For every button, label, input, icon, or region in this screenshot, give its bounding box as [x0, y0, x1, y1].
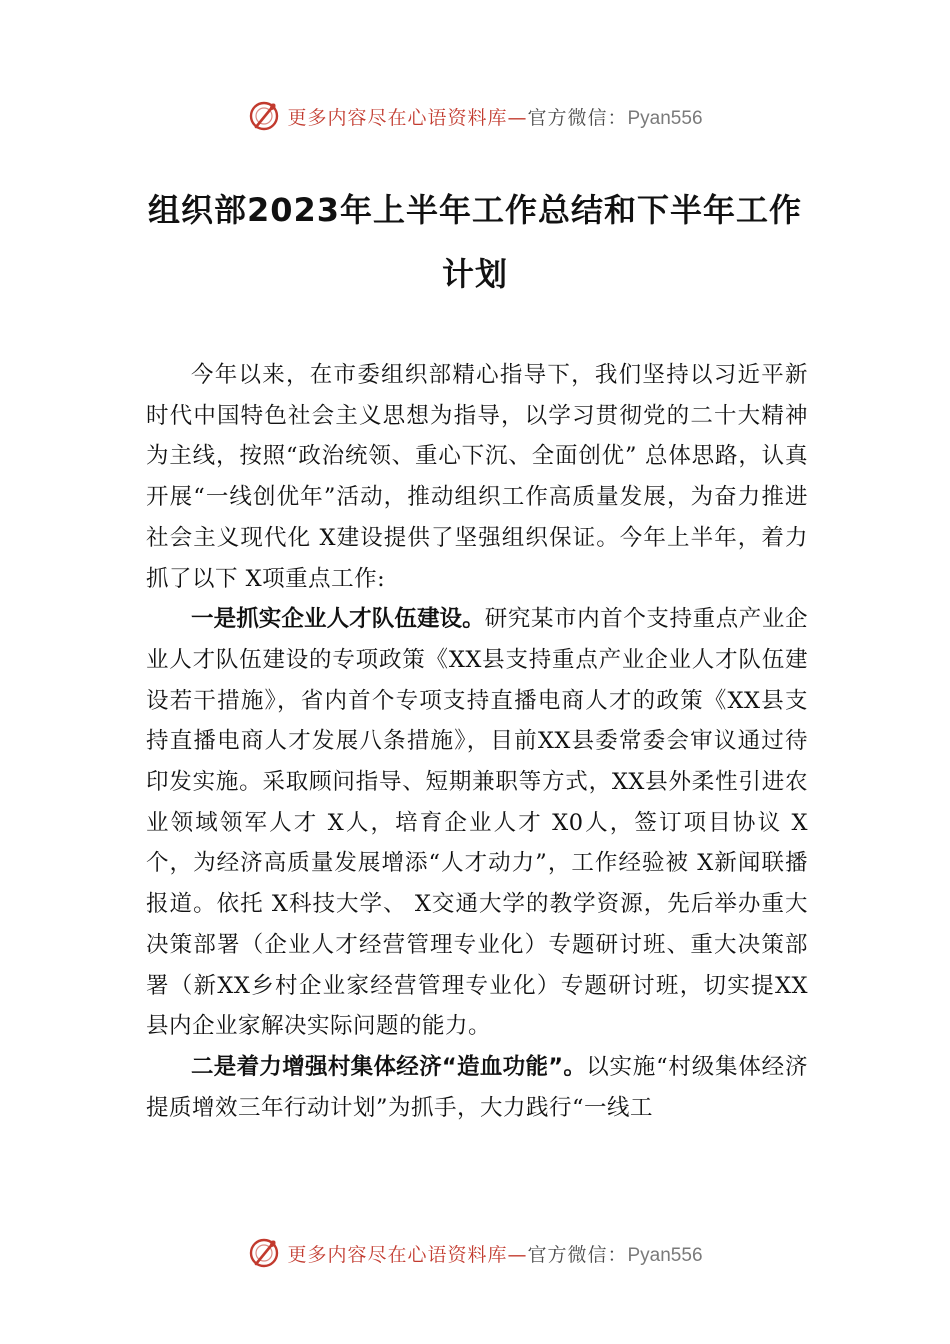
watermark-separator: — [507, 1243, 528, 1266]
watermark-text [287, 103, 702, 130]
paragraph-lead: 二是着力增强村集体经济“造血功能”。 [191, 1053, 587, 1080]
paragraph-text: 以实施“村级集体经济提质增效三年行动计划”为抓手，大力践行“一线工 [146, 1053, 808, 1121]
paragraph-talent-team [146, 599, 808, 1047]
watermark-brand: 更多内容尽在心语资料库 [287, 1243, 508, 1266]
quill-seal-logo-icon [247, 99, 281, 133]
quill-seal-logo-icon [247, 1236, 281, 1270]
watermark-separator: — [507, 106, 528, 129]
watermark-brand: 更多内容尽在心语资料库 [287, 106, 508, 129]
paragraph-text: 今年以来，在市委组织部精心指导下，我们坚持以习近平新时代中国特色社会主义思想为指导，以学习贯彻党的二十大精神为主线，按照“政治统领、重心下沉、全面创优” 总体思路，认真开展“一线创优年”活动，推动组织工作高质量发展，为奋力推进社会主义现代化 X建设提供了坚强组织保证。今年上半年，着力抓了以下 X项重点工作: [146, 362, 808, 592]
watermark-wechat-id: Pyan556 [627, 1244, 703, 1266]
document-title: 组织部2023年上半年工作总结和下半年工作计划 [147, 191, 803, 293]
header-watermark [0, 96, 950, 136]
footer-watermark [0, 1233, 950, 1273]
paragraph-intro [146, 355, 808, 599]
watermark-wechat-label: 官方微信： [527, 106, 628, 129]
watermark-text [287, 1240, 702, 1267]
paragraph-lead: 一是抓实企业人才队伍建设。 [191, 606, 485, 633]
paragraph-village-economy [146, 1047, 808, 1128]
document-body [146, 355, 808, 1128]
watermark-wechat-label: 官方微信： [527, 1243, 628, 1266]
paragraph-text: 研究某市内首个支持重点产业企业人才队伍建设的专项政策《XX县支持重点产业企业人才队伍建设若干措施》，省内首个专项支持直播电商人才的政策《XX县支持直播电商人才发展八条措施》，目前XX县委常委会审议通过待印发实施。采取顾问指导、短期兼职等方式，XX县外柔性引进农业领域领军人才 X人，培育企业人才 X0人，签订项目协议 X个，为经济高质量发展增添“人才动力”，工作经验被 X新闻联播报道。依托 X科技大学、 X交通大学的教学资源，先后举办重大决策部署（企业人才经营管理专业化）专题研讨班、重大决策部署（新XX乡村企业家经营管理专业化）专题研讨班，切实提XX县内企业家解决实际问题的能力。 [146, 606, 808, 1040]
watermark-wechat-id: Pyan556 [627, 107, 703, 129]
